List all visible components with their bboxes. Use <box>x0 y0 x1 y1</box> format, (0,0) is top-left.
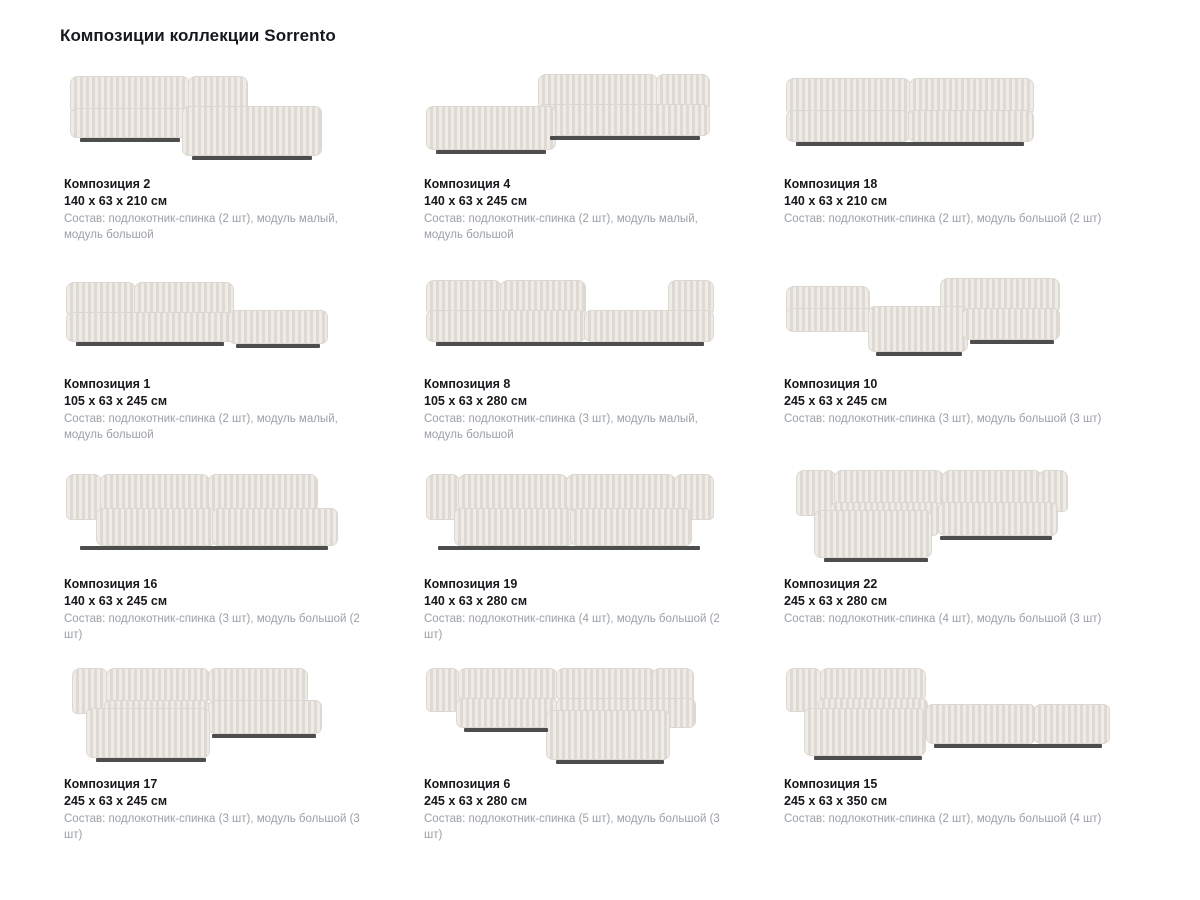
composition-parts: Состав: подлокотник-спинка (2 шт), модуль малый, модуль большой <box>64 213 338 241</box>
sofa-illustration-comp18 <box>780 64 1110 176</box>
sofa-backrest <box>106 668 210 702</box>
composition-card[interactable] <box>60 64 420 264</box>
composition-name: Композиция 15 <box>784 777 878 791</box>
sofa-backrest <box>786 78 911 114</box>
composition-parts: Состав: подлокотник-спинка (2 шт), модуль малый, модуль большой <box>64 413 338 441</box>
sofa-seat <box>584 310 714 342</box>
composition-name: Композиция 19 <box>424 577 518 591</box>
composition-caption <box>780 776 1140 827</box>
sofa-backrest <box>566 474 676 510</box>
sofa-illustration-comp6 <box>420 664 750 776</box>
sofa-seat <box>212 508 338 546</box>
composition-name: Композиция 10 <box>784 377 878 391</box>
composition-parts: Состав: подлокотник-спинка (4 шт), модуль большой (2 шт) <box>424 613 720 641</box>
sofa-base-shadow <box>824 558 928 562</box>
sofa-base-shadow <box>436 342 704 346</box>
composition-card[interactable] <box>60 464 420 664</box>
sofa-backrest <box>556 668 656 700</box>
sofa-base-shadow <box>796 142 1024 146</box>
composition-caption <box>60 776 420 843</box>
composition-caption <box>60 376 420 443</box>
composition-dimensions: 245 x 63 x 280 см <box>424 794 528 808</box>
sofa-armrest-back <box>426 668 460 712</box>
sofa-base-shadow <box>212 734 316 738</box>
sofa-base-shadow <box>96 758 206 762</box>
composition-name: Композиция 1 <box>64 377 151 391</box>
sofa-base-shadow <box>80 546 328 550</box>
sofa-backrest <box>500 280 586 314</box>
sofa-backrest <box>208 474 318 510</box>
composition-card[interactable] <box>780 664 1140 864</box>
composition-parts: Состав: подлокотник-спинка (2 шт), модуль большой (4 шт) <box>784 813 1102 825</box>
sofa-seat <box>786 308 876 332</box>
composition-dimensions: 105 x 63 x 245 см <box>64 394 168 408</box>
composition-dimensions: 140 x 63 x 210 см <box>784 194 888 208</box>
sofa-backrest <box>820 668 926 700</box>
composition-caption <box>420 376 780 443</box>
sofa-base-shadow <box>970 340 1054 344</box>
composition-name: Композиция 2 <box>64 177 151 191</box>
sofa-chaise <box>426 106 556 150</box>
sofa-module-large <box>1034 704 1110 744</box>
sofa-seat <box>786 110 910 142</box>
sofa-chaise <box>546 710 670 760</box>
composition-card[interactable] <box>780 64 1140 264</box>
sofa-seat <box>66 312 234 342</box>
sofa-base-shadow <box>192 156 312 160</box>
composition-caption <box>60 576 420 643</box>
composition-parts: Состав: подлокотник-спинка (3 шт), модуль большой (3 шт) <box>64 813 360 841</box>
sofa-seat <box>570 508 692 546</box>
composition-name: Композиция 6 <box>424 777 511 791</box>
composition-caption <box>60 176 420 243</box>
sofa-seat <box>456 698 558 728</box>
sofa-illustration-comp2 <box>60 64 390 176</box>
sofa-base-shadow <box>876 352 962 356</box>
composition-card[interactable] <box>60 664 420 864</box>
sofa-backrest <box>208 668 308 702</box>
sofa-backrest <box>834 470 944 504</box>
sofa-base-shadow <box>438 546 700 550</box>
composition-parts: Состав: подлокотник-спинка (3 шт), модуль большой (3 шт) <box>784 413 1102 425</box>
composition-name: Композиция 16 <box>64 577 158 591</box>
sofa-illustration-comp17 <box>60 664 390 776</box>
sofa-seat <box>938 502 1058 536</box>
composition-name: Композиция 18 <box>784 177 878 191</box>
sofa-backrest <box>66 282 136 316</box>
composition-card[interactable] <box>420 264 780 464</box>
sofa-illustration-comp1 <box>60 264 390 376</box>
composition-dimensions: 140 x 63 x 245 см <box>64 594 168 608</box>
composition-name: Композиция 17 <box>64 777 158 791</box>
sofa-backrest <box>668 280 714 314</box>
composition-caption <box>780 576 1140 627</box>
composition-dimensions: 140 x 63 x 210 см <box>64 194 168 208</box>
sofa-chaise <box>182 106 322 156</box>
sofa-chaise <box>86 708 210 758</box>
composition-dimensions: 140 x 63 x 245 см <box>424 194 528 208</box>
sofa-base-shadow <box>550 136 700 140</box>
sofa-seat <box>908 110 1034 142</box>
sofa-backrest <box>426 280 502 314</box>
sofa-base-shadow <box>464 728 548 732</box>
composition-card[interactable] <box>420 64 780 264</box>
sofa-seat <box>962 308 1060 340</box>
composition-caption <box>780 176 1140 227</box>
sofa-armrest-back <box>786 668 822 712</box>
composition-card[interactable] <box>780 464 1140 664</box>
sofa-base-shadow <box>236 344 320 348</box>
sofa-backrest <box>100 474 210 510</box>
sofa-backrest <box>458 474 568 510</box>
composition-parts: Состав: подлокотник-спинка (3 шт), модуль малый, модуль большой <box>424 413 698 441</box>
composition-card[interactable] <box>420 464 780 664</box>
sofa-base-shadow <box>940 536 1052 540</box>
sofa-module-large <box>926 704 1036 744</box>
composition-dimensions: 245 x 63 x 350 см <box>784 794 888 808</box>
sofa-base-shadow <box>814 756 922 760</box>
sofa-illustration-comp16 <box>60 464 390 576</box>
composition-caption <box>420 576 780 643</box>
sofa-backrest <box>458 668 558 700</box>
composition-dimensions: 105 x 63 x 280 см <box>424 394 528 408</box>
composition-card[interactable] <box>780 264 1140 464</box>
sofa-base-shadow <box>556 760 664 764</box>
sofa-illustration-comp8 <box>420 264 750 376</box>
composition-name: Композиция 22 <box>784 577 878 591</box>
sofa-backrest <box>909 78 1034 114</box>
composition-name: Композиция 4 <box>424 177 511 191</box>
sofa-chaise <box>814 510 932 558</box>
composition-grid <box>60 64 1140 864</box>
sofa-seat <box>208 700 322 734</box>
sofa-seat <box>454 508 574 546</box>
composition-parts: Состав: подлокотник-спинка (5 шт), модуль большой (3 шт) <box>424 813 720 841</box>
composition-dimensions: 245 x 63 x 280 см <box>784 594 888 608</box>
composition-parts: Состав: подлокотник-спинка (4 шт), модуль большой (3 шт) <box>784 613 1102 625</box>
sofa-base-shadow <box>436 150 546 154</box>
sofa-seat <box>426 310 586 342</box>
sofa-seat <box>96 508 216 546</box>
composition-card[interactable] <box>60 264 420 464</box>
composition-dimensions: 140 x 63 x 280 см <box>424 594 528 608</box>
composition-card[interactable] <box>420 664 780 864</box>
sofa-illustration-comp19 <box>420 464 750 576</box>
composition-parts: Состав: подлокотник-спинка (2 шт), модуль большой (2 шт) <box>784 213 1102 225</box>
composition-caption <box>420 776 780 843</box>
composition-caption <box>780 376 1140 427</box>
sofa-base-shadow <box>934 744 1102 748</box>
page-title: Композиции коллекции Sorrento <box>60 26 336 45</box>
sofa-base-shadow <box>76 342 224 346</box>
sofa-illustration-comp15 <box>780 664 1110 776</box>
sofa-ottoman <box>228 310 328 344</box>
sofa-seat <box>538 104 710 136</box>
composition-caption <box>420 176 780 243</box>
sofa-illustration-comp10 <box>780 264 1110 376</box>
sofa-chaise <box>804 708 926 756</box>
sofa-backrest <box>942 470 1042 504</box>
sofa-chaise <box>868 306 968 352</box>
composition-dimensions: 245 x 63 x 245 см <box>64 794 168 808</box>
sofa-base-shadow <box>80 138 180 142</box>
sofa-illustration-comp22 <box>780 464 1110 576</box>
composition-parts: Состав: подлокотник-спинка (3 шт), модуль большой (2 шт) <box>64 613 360 641</box>
sofa-backrest <box>134 282 234 316</box>
composition-dimensions: 245 x 63 x 245 см <box>784 394 888 408</box>
composition-parts: Состав: подлокотник-спинка (2 шт), модуль малый, модуль большой <box>424 213 698 241</box>
sofa-illustration-comp4 <box>420 64 750 176</box>
composition-name: Композиция 8 <box>424 377 511 391</box>
